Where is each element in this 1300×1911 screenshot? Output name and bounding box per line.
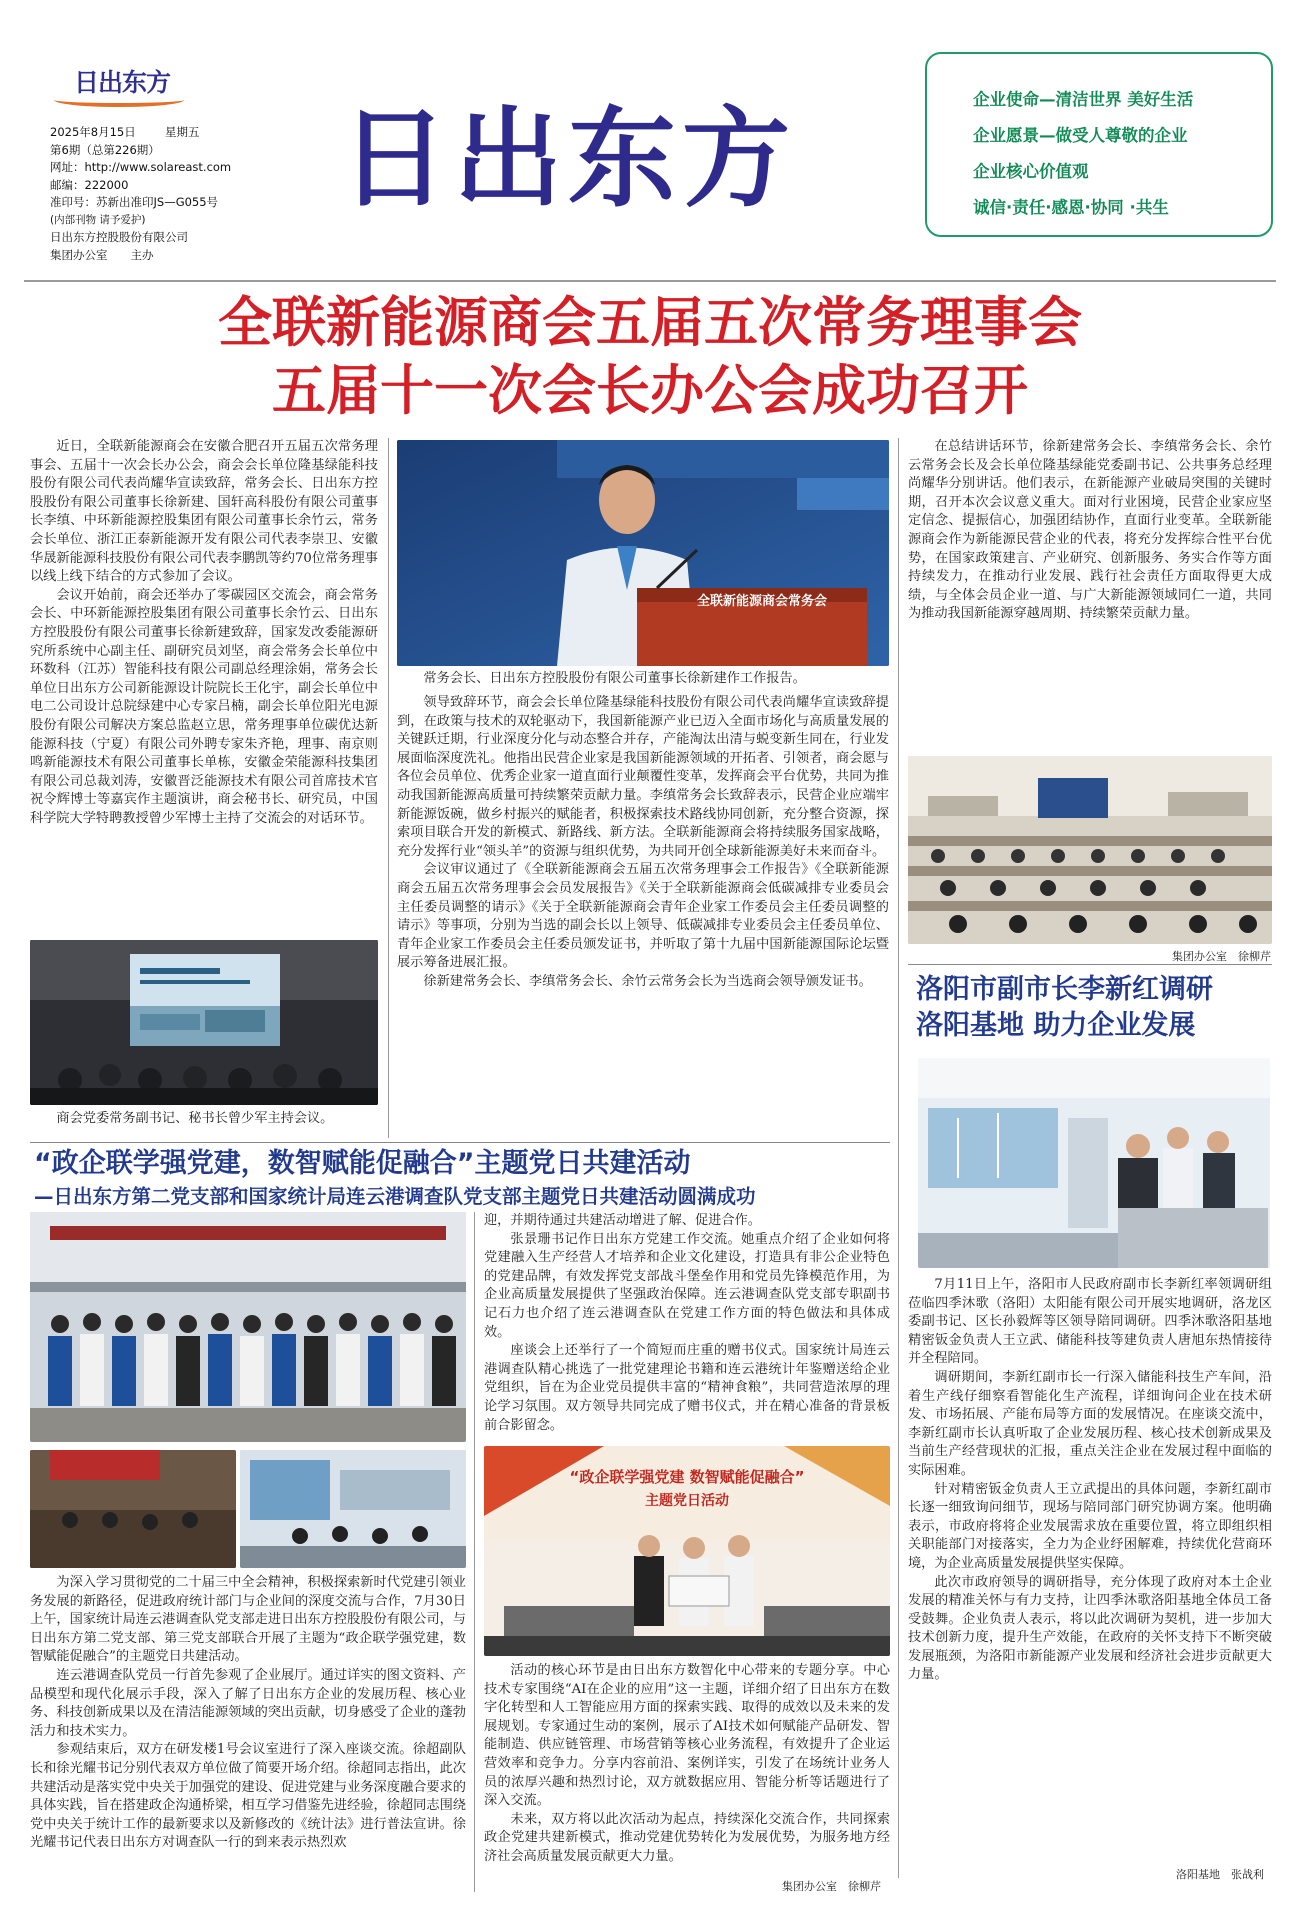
article2-col1 — [30, 1574, 466, 1896]
group-photo-illustration — [30, 1212, 466, 1442]
article2-paragraph: 参观结束后，双方在研发楼1号会议室进行了深入座谈交流。徐超副队长和徐光耀书记分别代表双方单位做了简要开场介绍。徐超同志指出，此次共建活动是落实党中央关于加强党的建设、促进党建与业务深度融合要求的具体实践，旨在搭建政企沟通桥梁，相互学习借鉴先进经验，徐超同志围绕党中央关于统计工作的最新要求以及新修改的《统计法》进行普法宣讲。徐光耀书记代表日出东方对调查队一行的到来表示热烈欢 — [30, 1742, 466, 1851]
conference-hall-photo — [908, 756, 1272, 944]
logo-swoosh-icon — [54, 93, 184, 107]
article2-subtitle: —日出东方第二党支部和国家统计局连云港调查队党支部主题党日共建活动圆满成功 — [34, 1185, 756, 1208]
conference-hall-illustration — [908, 756, 1272, 944]
brand-logo — [50, 55, 200, 105]
article1-col3 — [908, 438, 1272, 752]
article3-paragraph: 此次市政府领导的调研指导，充分体现了政府对本土企业发展的精准关怀与有力支持，让四季沐歌洛阳基地全体员工备受鼓舞。企业负责人表示，将以此次调研为契机，进一步加大技术创新力度，提升生产效能，在政府的关怀支持下不断突破发展瓶颈，为洛阳市新能源产业发展和经济社会进步贡献更大力量。 — [908, 1574, 1272, 1683]
article2-paragraph: 张景珊书记作日出东方党建工作交流。她重点介绍了企业如何将党建融入生产经营人才培养和企业文化建设，打造具有非公企业特色的党建品牌，有效发挥党支部战斗堡垒作用和党员先锋模范作用，为企业高质量发展提供了坚强政治保障。连云港调查队党支部专职副书记石力也介绍了连云港调查队在党建工作方面的特色做法和具体成效。 — [484, 1231, 890, 1340]
article1-col1 — [30, 438, 378, 936]
photo1-caption: 常务会长、日出东方控股股份有限公司董事长徐新建作工作报告。 — [423, 671, 806, 686]
issue-weekday: 星期五 — [164, 125, 200, 139]
column-divider — [388, 438, 389, 1138]
headline-line-2: 五届十一次会长办公会成功召开 — [272, 359, 1028, 422]
column-divider — [898, 438, 899, 1878]
ceremony-banner-subtitle: 主题党日活动 — [645, 1493, 729, 1509]
article1-paragraph: 徐新建常务会长、李缜常务会长、余竹云常务会长为当选商会领导颁发证书。 — [423, 973, 872, 989]
meeting-screen-photo — [30, 940, 378, 1105]
article2-credit: 集团办公室 徐柳芹 — [782, 1880, 881, 1893]
publisher-name: 日出东方控股股份有限公司 — [50, 230, 188, 244]
article3-paragraph: 7月11日上午，洛阳市人民政府副市长李新红率领调研组莅临四季沐歌（洛阳）太阳能有限公司开展实地调研，洛龙区委副书记、区长孙毅辉等区领导陪同调研。四季沐歌洛阳基地精密钣金负责人王立武、储能科技等建负责人唐旭东热情接待并全程陪同。 — [908, 1277, 1272, 1367]
article1-paragraph: 会议开始前，商会还举办了零碳园区交流会，商会常务会长、中环新能源控股集团有限公司董事长余竹云、日出东方控股股份有限公司董事长徐新建致辞，国家发改委能源研究所系统中心副主任、副研究员刘坚，商会常务会长单位中环数科（江苏）智能科技有限公司副总经理涂娟，常务会长单位日出东方公司新能源设计院院长王化宇，副会长单位中电二公司设计总院绿建中心专家吕楠，副会长单位阳光电源股份有限公司解决方案总监赵立思，常务理事单位碳优达新能源科技（宁夏）有限公司外聘专家朱齐艳，理事、南京则鸣新能源技术有限公司董事长单栋，安徽金荣能源科技集团有限公司总裁刘涛，安徽晋泛能源技术有限公司首席技术官祝令辉博士等嘉宾作主题演讲，商会秘书长、研究员，中国科学院大学特聘教授曾少军博士主持了交流会的对话环节。 — [30, 587, 378, 826]
values-line: 诚信·责任·感恩·协同 ·共生 — [973, 198, 1169, 217]
newspaper-title: 日出东方 — [340, 97, 797, 222]
article1-credit: 集团办公室 徐柳芹 — [1172, 950, 1271, 963]
article3-paragraph: 针对精密钣金负责人王立武提出的具体问题，李新红副市长逐一细致询问细节，现场与陪同部门研究协调方案。他明确表示，市政府将将企业发展需求放在重要位置，将立即组织相关职能部门对接落实，全力为企业纾困解难，持续优化营商环境，为企业高质量发展提供坚实保障。 — [908, 1481, 1272, 1571]
article2-paragraph: 为深入学习贯彻党的二十届三中全会精神，积极探索新时代党建引领业务发展的新路径，促进政府统计部门与企业间的深度交流与合作，7月30日上午，国家统计局连云港调查队党支部走进日出东方控股股份有限公司，与日出东方第二党支部、第三党支部联合开展了主题为“政企联学强党建，数智赋能促融合”的主题党日共建活动。 — [30, 1575, 466, 1665]
seminar-illustration — [30, 1450, 236, 1568]
mission-line: 企业使命—清洁世界 美好生活 — [973, 90, 1194, 109]
article1-paragraph: 在总结讲话环节，徐新建常务会长、李缜常务会长、余竹云常务会长及会长单位隆基绿能党委副书记、公共事务总经理尚耀华分别讲话。他们表示，在新能源产业破局突围的关键时期，召开本次会议意义重大。面对行业困境，民营企业家应坚定信念、提振信心，加强团结协作，直面行业变革。全联新能源商会作为新能源民营企业的代表，将充分发挥综合性平台优势，在国家政策建言、产业研究、创新服务、务实合作等方面持续发力，在推动行业发展、践行社会责任方面取得更大成绩，与全体会员企业一道、与广大新能源领域同仁一道，共同为推动我国新能源穿越周期、持续繁荣贡献力量。 — [908, 439, 1272, 622]
factory-visit-photo — [918, 1058, 1270, 1268]
podium-banner-text: 全联新能源商会常务会 — [697, 594, 828, 609]
book-ceremony-photo — [484, 1446, 890, 1656]
postcode: 邮编：222000 — [50, 177, 129, 192]
article1-paragraph: 领导致辞环节，商会会长单位隆基绿能科技股份有限公司代表尚耀华宣读致辞提到，在政策与技术的双轮驱动下，我国新能源产业已迈入全面市场化与高质量发展的关键跃迁期，行业深度分化与动态整合并存，产能淘汰出清与蜕变新生同在，行业发展面临深度洗礼。他指出民营企业家是我国新能源领域的开拓者、引领者，商会愿与各位会员单位、优秀企业家一道直面行业颠覆性变革，发挥商会平台优势，共同为推动我国新能源高质量可持续繁荣贡献力量。李缜常务会长致辞表示，民营企业应端牢新能源饭碗，做乡村振兴的赋能者，积极探索技术路线协同创新，充分整合资源，探索项目联合开发的新模式、新路线、新方法。全联新能源商会将持续服务国家战略，充分发挥行业“领头羊”的资源与组织优势，为共同开创全球新能源美好未来而奋斗。 — [397, 695, 889, 859]
article3-body — [908, 1276, 1272, 1862]
article2-paragraph: 未来，双方将以此次活动为起点，持续深化交流合作，共同探索政企党建共建新模式，推动党建优势转化为发展优势，为服务地方经济社会高质量发展贡献更大力量。 — [484, 1811, 890, 1864]
article1-paragraph: 会议审议通过了《全联新能源商会五届五次常务理事会工作报告》《全联新能源商会五届五次常务理事会会员发展报告》《关于全联新能源商会低碳减排专业委员会主任委员调整的请示》《关于全联新能源商会青年企业家工作委员会主任委员调整的请示》等事项，分别为当选的副会长以上领导、低碳减排专业委员会主任委员单位、青年企业家工作委员会主任委员颁发证书，并听取了第十九届中国新能源国际论坛暨展示筹备进展汇报。 — [397, 862, 889, 971]
speaker-illustration — [397, 440, 889, 666]
masthead-divider — [24, 280, 1276, 282]
section-divider — [30, 1142, 890, 1143]
headline-line-1: 全联新能源商会五届五次常务理事会 — [218, 291, 1082, 354]
article2-paragraph: 迎，并期待通过共建活动增进了解、促进合作。 — [484, 1213, 761, 1228]
exhibition-hall-illustration — [240, 1450, 466, 1568]
factory-visit-illustration — [918, 1058, 1270, 1268]
vision-line: 企业愿景—做受人尊敬的企业 — [973, 126, 1188, 145]
article1-col2 — [397, 694, 889, 1138]
internal-notice: (内部刊物 请予爱护) — [50, 213, 146, 226]
permit-number: 准印号：苏新出准印JS—G055号 — [50, 195, 219, 209]
website-link[interactable]: 网址：http://www.solareast.com — [50, 160, 232, 174]
article2-paragraph: 连云港调查队党员一行首先参观了企业展厅。通过详实的图文资料、产品模型和现代化展示手段，深入了解了日出东方企业的发展历程、核心业务、科技创新成果以及在清洁能源领域的突出贡献，切身感受了企业的蓬勃活力和技术实力。 — [30, 1667, 466, 1739]
article3-title-line-2: 洛阳基地 助力企业发展 — [916, 1010, 1196, 1041]
brand-logo-text: 日出东方 — [74, 68, 171, 97]
photo2-caption: 商会党委常务副书记、秘书长曾少军主持会议。 — [56, 1111, 334, 1126]
mission-box — [925, 52, 1273, 237]
seminar-photo — [30, 1450, 236, 1568]
column-divider — [474, 1212, 475, 1892]
group-photo — [30, 1212, 466, 1442]
issue-info — [50, 124, 280, 264]
ceremony-banner-title: “政企联学强党建 数智赋能促融合” — [569, 1468, 805, 1486]
article2-col2-top — [484, 1212, 890, 1448]
speaker-photo — [397, 440, 889, 666]
host-office: 集团办公室 主办 — [50, 247, 154, 262]
exhibition-hall-photo — [240, 1450, 466, 1568]
article3-credit: 洛阳基地 张战利 — [1176, 1868, 1264, 1881]
meeting-screen-illustration — [30, 940, 378, 1105]
issue-date: 2025年8月15日 — [50, 125, 136, 139]
article2-paragraph: 活动的核心环节是由日出东方数智化中心带来的专题分享。中心技术专家围绕“AI在企业的应用”这一主题，详细介绍了日出东方在数字化转型和人工智能应用方面的探索实践、取得的成效以及未来的发展规划。专家通过生动的案例，展示了AI技术如何赋能产品研发、智能制造、供应链管理、市场营销等核心业务流程，有效提升了企业运营效率和竞争力。分享内容前沿、案例详实，引发了在场统计业务人员的浓厚兴趣和热烈讨论，双方就数据应用、智能分析等话题进行了深入交流。 — [484, 1663, 890, 1809]
article2-paragraph: 座谈会上还举行了一个简短而庄重的赠书仪式。国家统计局连云港调查队精心挑选了一批党建理论书籍和连云港统计年鉴赠送给企业党组织，旨在为企业党员提供丰富的“精神食粮”，共同营造浓厚的理论学习氛围。双方领导共同完成了赠书仪式，并在精心准备的背景板前合影留念。 — [484, 1343, 890, 1433]
article2-title: “政企联学强党建，数智赋能促融合”主题党日共建活动 — [34, 1148, 691, 1179]
issue-number: 第6期（总第226期） — [50, 142, 160, 157]
section-divider — [908, 964, 1272, 965]
article3-title-line-1: 洛阳市副市长李新红调研 — [916, 974, 1213, 1005]
values-heading: 企业核心价值观 — [973, 162, 1089, 181]
article3-paragraph: 调研期间，李新红副市长一行深入储能科技生产车间，沿着生产线仔细察看智能化生产流程，详细询问企业在技术研发、市场拓展、产能布局等方面的发展情况。在座谈交流中，李新红副市长认真听取了企业发展历程、核心技术创新成果及当前生产经营现状的汇报，重点关注企业在发展过程中面临的实际困难。 — [908, 1369, 1272, 1478]
article2-col2-bottom — [484, 1662, 890, 1874]
article1-paragraph: 近日，全联新能源商会在安徽合肥召开五届五次常务理事会、五届十一次会长办公会，商会会长单位隆基绿能科技股份有限公司代表尚耀华宣读致辞，常务会长、日出东方控股股份有限公司董事长徐新建、国轩高科股份有限公司董事长李缜、中环新能源控股集团有限公司董事长余竹云，常务会长单位、浙江正泰新能源开发有限公司代表李崇卫、安徽华晟新能源科技股份有限公司代表李鹏凯等约70位常务理事以线上线下结合的方式参加了会议。 — [30, 439, 378, 585]
